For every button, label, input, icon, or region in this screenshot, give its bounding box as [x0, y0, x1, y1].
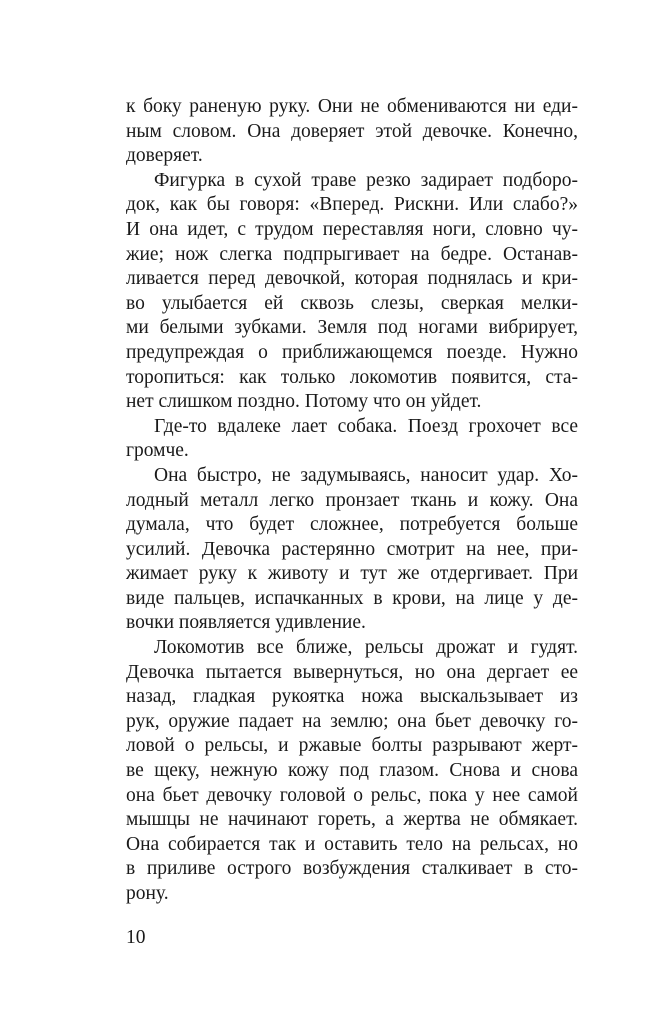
text-line: ливается перед девочкой, которая поднялась и кри- [126, 268, 578, 290]
text-line: Она быстро, не задумываясь, наносит удар. Хо- [154, 464, 578, 486]
page-number: 10 [126, 927, 146, 948]
text-line: думала, что будет сложнее, потребуется больше [126, 514, 578, 536]
text-line: к боку раненую руку. Они не обмениваются ни еди- [126, 96, 578, 117]
text-line: во улыбается ей сквозь слезы, сверкая мелки- [126, 292, 578, 314]
text-line: И она идет, с трудом переставляя ноги, словно чу- [126, 218, 578, 240]
text-line: ве щеку, нежную кожу под глазом. Снова и снова [126, 760, 578, 782]
text-line: ловой о рельсы, и ржавые болты разрывают жерт- [126, 735, 578, 757]
text-line: в приливе острого возбуждения сталкивает в сто- [126, 858, 578, 880]
text-line: усилий. Девочка растерянно смотрит на нее, при- [126, 538, 578, 560]
text-line: Она собирается так и оставить тело на рельсах, но [126, 833, 578, 855]
text-line: Фигурка в сухой траве резко задирает подборо- [154, 169, 578, 191]
text-line: жимает руку к животу и тут же отдергивает. При [126, 563, 578, 585]
text-line: торопиться: как только локомотив появится, ста- [126, 366, 578, 388]
text-line: она бьет девочку головой о рельс, пока у нее самой [126, 784, 578, 806]
text-line: мышцы не начинают гореть, а жертва не обмякает. [126, 809, 578, 831]
text-line: виде пальцев, испачканных в крови, на лице у де- [126, 587, 578, 609]
text-line: док, как бы говоря: «Вперед. Рискни. Или слабо?» [126, 194, 578, 216]
text-line: назад, гладкая рукоятка ножа выскальзывает из [126, 686, 578, 708]
body-text [126, 95, 578, 907]
text-line: громче. [126, 440, 189, 462]
text-line: жие; нож слегка подпрыгивает на бедре. Останав- [126, 243, 578, 265]
text-line: предупреждая о приближающемся поезде. Нужно [126, 341, 578, 363]
text-line: рону. [126, 883, 169, 904]
text-line: вочки появляется удивление. [126, 612, 366, 634]
text-line: доверяет. [126, 145, 203, 167]
text-line: Где-то вдалеке лает собака. Поезд грохочет все [154, 415, 578, 437]
text-line: рук, оружие падает на землю; она бьет девочку го- [126, 710, 578, 732]
text-line: Девочка пытается вывернуться, но она дергает ее [126, 661, 578, 683]
text-line: нет слишком поздно. Потому что он уйдет. [126, 391, 482, 413]
text-line: Локомотив все ближе, рельсы дрожат и гудят. [154, 637, 578, 659]
text-line: ным словом. Она доверяет этой девочке. Конечно, [126, 120, 578, 142]
text-line: лодный металл легко пронзает ткань и кожу. Она [126, 489, 578, 511]
text-line: ми белыми зубками. Земля под ногами вибрирует, [126, 317, 578, 339]
